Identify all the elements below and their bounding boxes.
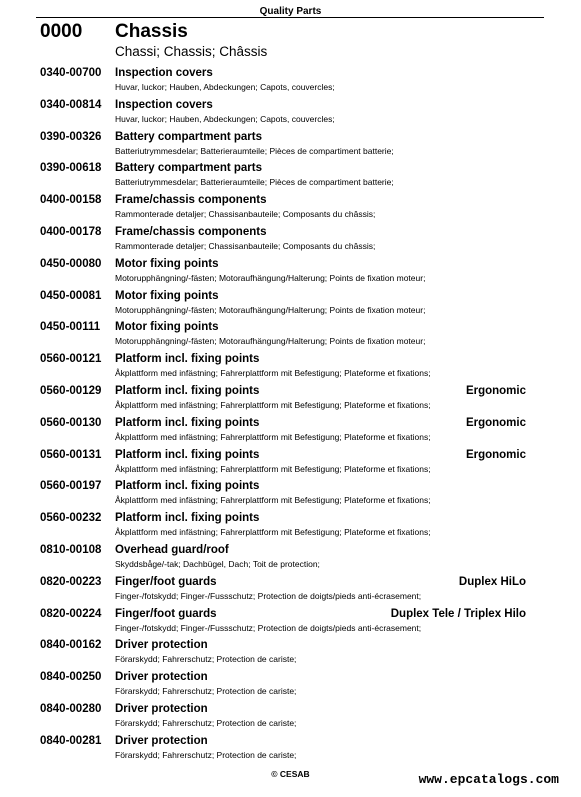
list-item[interactable]	[40, 226, 526, 258]
part-number: 0560-00130	[40, 416, 102, 429]
part-description: Åkplattform med infästning; Fahrerplattform mit Befestigung; Plateforme et fixations;	[115, 527, 431, 538]
part-number: 0810-00108	[40, 543, 102, 556]
part-number: 0820-00223	[40, 575, 102, 588]
part-title: Inspection covers	[115, 98, 213, 111]
list-item[interactable]	[40, 735, 526, 767]
part-number: 0390-00326	[40, 130, 102, 143]
list-item[interactable]	[40, 417, 526, 449]
part-description: Huvar, luckor; Hauben, Abdeckungen; Capots, couvercles;	[115, 82, 335, 92]
list-item[interactable]	[40, 703, 526, 735]
part-number: 0560-00131	[40, 448, 102, 461]
footer-url-link[interactable]: www.epcatalogs.com	[418, 772, 559, 787]
part-description: Förarskydd; Fahrerschutz; Protection de cariste;	[115, 686, 297, 697]
part-number: 0450-00081	[40, 289, 102, 302]
part-title: Battery compartment parts	[115, 130, 262, 143]
part-title: Driver protection	[115, 734, 208, 747]
part-title: Driver protection	[115, 671, 208, 684]
list-item[interactable]	[40, 385, 526, 417]
part-number: 0340-00814	[40, 98, 102, 111]
part-description: Motorupphängning/-fästen; Motoraufhängung/Halterung; Points de fixation moteur;	[115, 272, 426, 283]
part-title: Driver protection	[115, 639, 208, 652]
part-title: Battery compartment parts	[115, 162, 262, 175]
part-description: Motorupphängning/-fästen; Motoraufhängung/Halterung; Points de fixation moteur;	[115, 304, 426, 315]
part-number: 0340-00700	[40, 67, 102, 79]
part-title: Inspection covers	[115, 67, 213, 79]
part-description: Finger-/fotskydd; Finger-/Fussschutz; Protection de doigts/pieds anti-écrasement;	[115, 622, 422, 633]
part-description: Åkplattform med infästning; Fahrerplattform mit Befestigung; Plateforme et fixations;	[115, 399, 431, 410]
footer-brand-logo: © CESAB	[271, 769, 310, 779]
part-title: Platform incl. fixing points	[115, 353, 260, 366]
list-item[interactable]	[40, 480, 526, 512]
part-description: Batteriutrymmesdelar; Batterieraumteile; Pièces de compartiment batterie;	[115, 177, 394, 188]
part-description: Förarskydd; Fahrerschutz; Protection de cariste;	[115, 749, 297, 760]
part-number: 0840-00281	[40, 734, 102, 747]
list-item[interactable]	[40, 353, 526, 385]
part-title: Platform incl. fixing points	[115, 480, 260, 493]
list-item[interactable]	[40, 194, 526, 226]
part-number: 0560-00232	[40, 512, 102, 525]
list-item[interactable]	[40, 639, 526, 671]
part-number: 0400-00178	[40, 225, 102, 238]
part-description: Förarskydd; Fahrerschutz; Protection de cariste;	[115, 717, 297, 728]
list-item[interactable]	[40, 544, 526, 576]
part-title: Finger/foot guards	[115, 575, 217, 588]
part-number: 0450-00111	[40, 321, 101, 334]
part-description: Åkplattform med infästning; Fahrerplattform mit Befestigung; Plateforme et fixations;	[115, 431, 431, 442]
part-number: 0390-00618	[40, 162, 102, 175]
part-number: 0450-00080	[40, 257, 102, 270]
list-item[interactable]	[40, 131, 526, 163]
part-description: Finger-/fotskydd; Finger-/Fussschutz; Protection de doigts/pieds anti-écrasement;	[115, 590, 422, 601]
part-variant: Duplex HiLo	[458, 575, 526, 588]
list-item[interactable]	[40, 290, 526, 322]
list-item[interactable]	[40, 67, 526, 99]
part-description: Åkplattform med infästning; Fahrerplattform mit Befestigung; Plateforme et fixations;	[115, 368, 431, 379]
section-code: 0000	[40, 21, 83, 42]
part-title: Platform incl. fixing points	[115, 384, 260, 397]
part-variant: Ergonomic	[465, 384, 526, 397]
list-item[interactable]	[40, 512, 526, 544]
part-title: Motor fixing points	[115, 257, 219, 270]
part-title: Finger/foot guards	[115, 607, 217, 620]
part-number: 0840-00280	[40, 702, 102, 715]
list-item[interactable]	[40, 162, 526, 194]
part-title: Frame/chassis components	[115, 225, 267, 238]
list-item[interactable]	[40, 449, 526, 481]
list-item[interactable]	[40, 321, 526, 353]
part-description: Batteriutrymmesdelar; Batterieraumteile; Pièces de compartiment batterie;	[115, 145, 394, 156]
list-item[interactable]	[40, 608, 526, 640]
section-title: Chassis	[115, 21, 188, 42]
section-subtitle: Chassi; Chassis; Châssis	[115, 44, 268, 59]
page-header-title: Quality Parts	[259, 6, 322, 17]
part-number: 0560-00129	[40, 384, 102, 397]
part-title: Platform incl. fixing points	[115, 448, 260, 461]
list-item[interactable]	[40, 576, 526, 608]
part-number: 0560-00121	[40, 353, 102, 366]
part-description: Rammonterade detaljer; Chassisanbauteile; Composants du châssis;	[115, 240, 376, 251]
part-title: Driver protection	[115, 702, 208, 715]
part-description: Skyddsbåge/-tak; Dachbügel, Dach; Toit de protection;	[115, 558, 320, 569]
part-variant: Ergonomic	[465, 448, 526, 461]
part-number: 0560-00197	[40, 480, 102, 493]
list-item[interactable]	[40, 99, 526, 131]
list-item[interactable]	[40, 671, 526, 703]
parts-list	[40, 67, 526, 767]
header-divider	[36, 17, 544, 18]
part-number: 0840-00250	[40, 671, 102, 684]
part-title: Overhead guard/roof	[115, 543, 229, 556]
part-number: 0400-00158	[40, 194, 102, 207]
part-title: Platform incl. fixing points	[115, 416, 260, 429]
part-title: Frame/chassis components	[115, 194, 267, 207]
part-title: Motor fixing points	[115, 321, 219, 334]
part-description: Förarskydd; Fahrerschutz; Protection de cariste;	[115, 654, 297, 665]
list-item[interactable]	[40, 258, 526, 290]
part-description: Motorupphängning/-fästen; Motoraufhängung/Halterung; Points de fixation moteur;	[115, 336, 426, 347]
part-title: Platform incl. fixing points	[115, 512, 260, 525]
part-number: 0840-00162	[40, 639, 102, 652]
part-description: Åkplattform med infästning; Fahrerplattform mit Befestigung; Plateforme et fixations;	[115, 495, 431, 506]
part-variant: Ergonomic	[465, 416, 526, 429]
part-description: Åkplattform med infästning; Fahrerplattform mit Befestigung; Plateforme et fixations;	[115, 463, 431, 474]
part-description: Rammonterade detaljer; Chassisanbauteile; Composants du châssis;	[115, 209, 376, 220]
part-description: Huvar, luckor; Hauben, Abdeckungen; Capots, couvercles;	[115, 113, 335, 124]
part-number: 0820-00224	[40, 607, 102, 620]
part-variant: Duplex Tele / Triplex Hilo	[390, 607, 526, 620]
part-title: Motor fixing points	[115, 289, 219, 302]
